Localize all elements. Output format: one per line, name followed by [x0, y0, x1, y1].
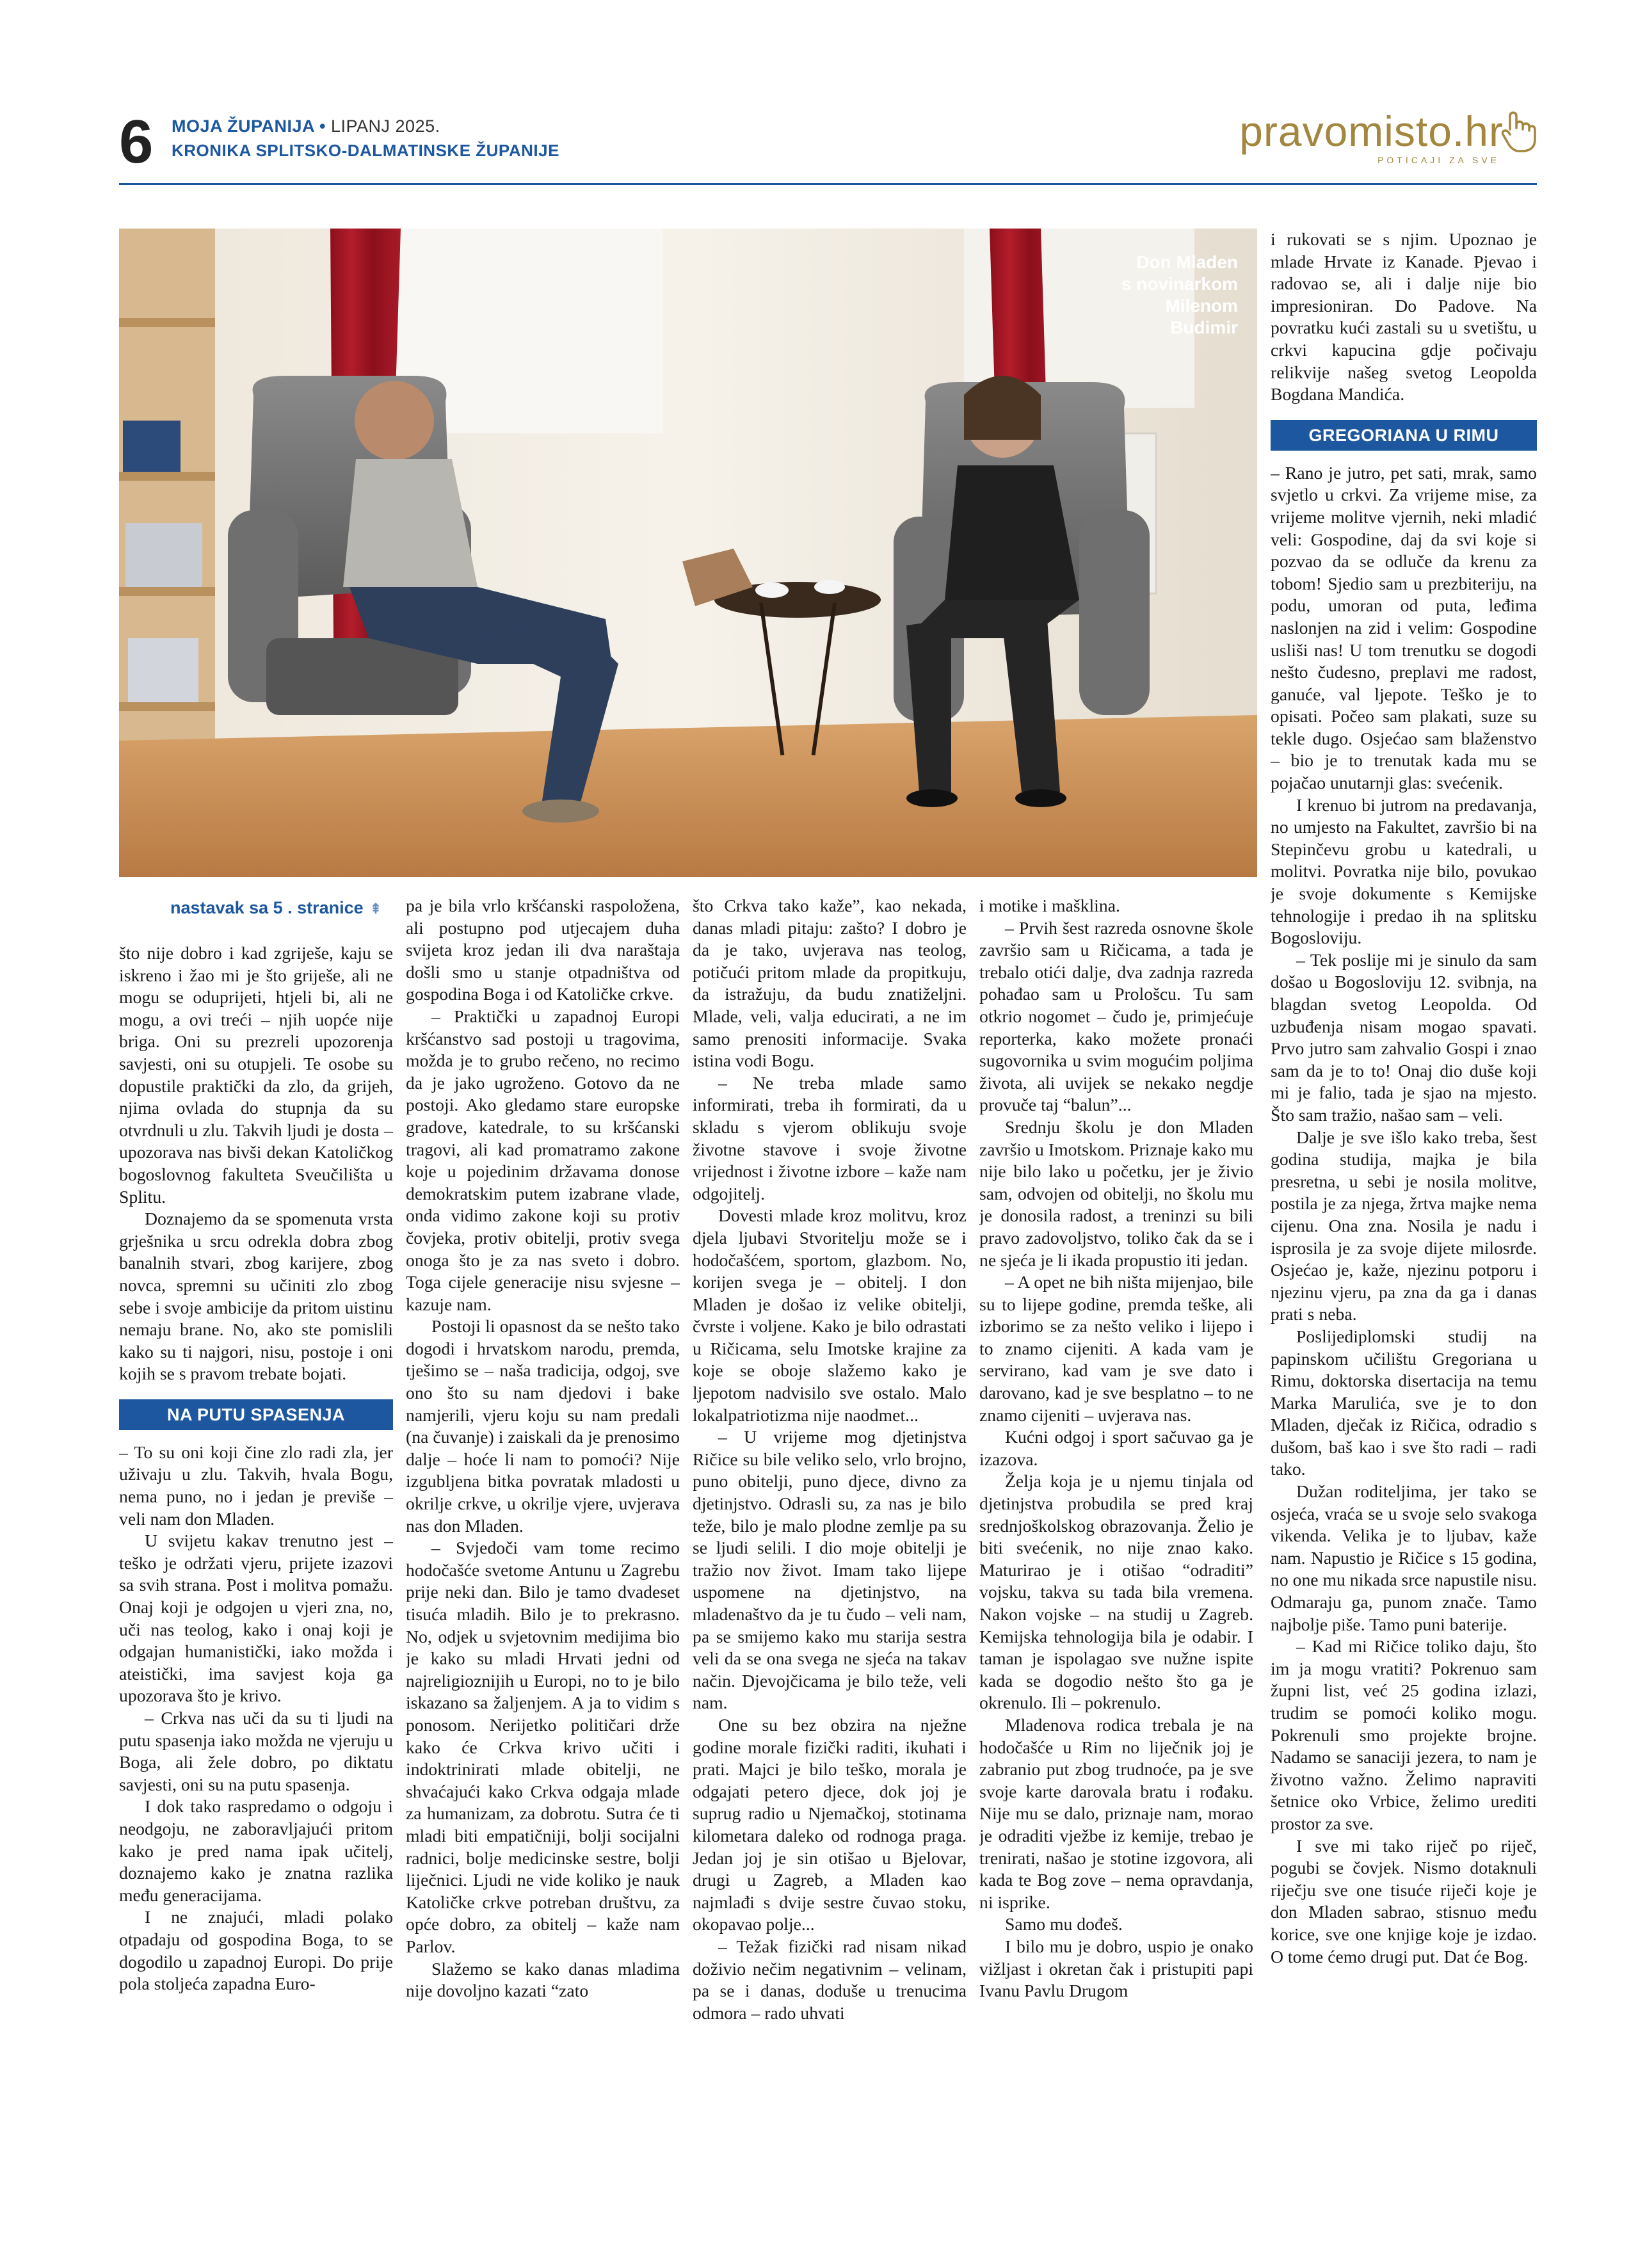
interview-photo-illustration [119, 229, 1257, 877]
paragraph: pa je bila vrlo kršćanski raspoložena, ali postupno pod utjecajem duha svijeta kroz jedan ili dva naraštaja došli smo u stanje otpadništva od gospodina Boga i od Katoličke crkve. [406, 896, 680, 1004]
paragraph: I sve mi tako riječ po riječ, pogubi se čovjek. Nismo dotaknuli riječju sve one tisuće riječi koje je don Mladen sabrao, stisnuo među korice, sve one knjige koje je izdao. O tome ćemo drugi put. Dat će Bog. [1271, 1835, 1537, 1966]
subhead-gregoriana-u-rimu: GREGORIANA U RIMU [1271, 420, 1537, 451]
paragraph: Dovesti mlade kroz molitvu, kroz djela ljubavi Stvoritelju može se i hodočašćem, sportom, glazbom. No, korijen svega je – obitelj. I don Mladen je došao iz velike obitelji, čvrste i voljene. Kako je bilo odrastati u Ričicama, selu Imotske krajine za koje se oboje slažemo kako je ljepotom nadvisilo sve ostalo. Malo lokalpatriotizma nije naodmet... [693, 1205, 967, 1425]
brand-tagline: POTICAJI ZA SVE [1377, 155, 1500, 165]
caption-line: Milenom [1165, 296, 1238, 316]
header-rule [119, 183, 1537, 185]
paragraph: One su bez obzira na nježne godine morale fizički raditi, ikuhati i prati. Majci je bilo teško, morala je odgajati petero djece, dok joj je suprug radio u Njemačkoj, stotinama kilometara daleko od rodnoga praga. Jedan joj je sin otišao u Bjelovar, drugi u Zagreb, a Mladen kao najmlađi s dvije sestre čuvao stoku, okopavao polje... [693, 1714, 967, 1934]
paragraph: Poslijediplomski studij na papinskom učilištu Gregoriana u Rimu, doktorska disertacija na temu Marka Marulića, sve je to don Mladen, dječak iz Ričica, odradio s dušom, baš kao i sve što radi – radi tako. [1271, 1326, 1537, 1479]
paragraph: Postoji li opasnost da se nešto tako dogodi i hrvatskom narodu, premda, tješimo se – naša tradicija, odgoj, sve ono što su nam djedovi i bake namjerili, vjeru koju su nam predali (na čuvanje) i zaiskali da je prenosimo dalje – hoće li nam to pomoći? Nije izgubljena bitka povratak mladosti u okrilje crkve, u okrilje vjere, uvjerava nas don Mladen. [406, 1316, 680, 1536]
photo-caption [1121, 252, 1238, 339]
caption-line: Don Mladen [1136, 252, 1238, 272]
paragraph: – Svjedoči vam tome recimo hodočašće svetome Antunu u Zagrebu prije neki dan. Bilo je tamo dvadeset tisuća mladih. Bilo je to prekrasno. No, odjek u svjetovnim medijima bio je kako su mladi Hrvati jedni od najreligioznijih u Europi, no to je bilo iskazano sa žaljenjem. A ja to vidim s ponosom. Nerijetko političari drže kako će Crkva krivo učiti i indoktrinirati mlade obitelji, ne shvaćajući kako Crkva odgaja mlade za humanizam, za dobrotu. Sutra će ti mladi biti empatičniji, bolji socijalni radnici, bolje medicinske sestre, bolji liječnici. Ljudi ne vide koliko je nauk Katoličke crkve potreban društvu, za opće dobro, za obitelj – kaže nam Parlov. [406, 1538, 680, 1956]
paragraph: U svijetu kakav trenutno jest – teško je održati vjeru, prijete izazovi sa svih strana. Post i molitva pomažu. Onaj koji je odgojen u vjeri zna, no, uči nas teolog, kako i onaj koji je odgajan humanistički, iako možda i ateistički, ima savjest koja ga upozorava što je krivo. [119, 1531, 393, 1706]
paragraph: – Rano je jutro, pet sati, mrak, samo svjetlo u crkvi. Za vrijeme mise, za vrijeme molitve vjernih, neki mladić veli: Gospodine, daj da svi koje si pozvao da se odluče da krenu za tobom! Sjedio sam u prezbiteriju, na podu, umoran od puta, leđima naslonjen na zid i velim: Gospodine usliši nas! U tom trenutku se dogodi nešto čudesno, preplavi me radost, ganuće, val ljepote. Teško je to opisati. Počeo sam plakati, suze su tekle dugo. Osjećao sam blaženstvo – bio je to trenutak kada mu se pojačao unutarnji glas: svećenik. [1271, 462, 1537, 793]
paragraph: I krenuo bi jutrom na predavanja, no umjesto na Fakultet, završio bi na Stepinčevu grobu u katedrali, u molitvi. Povratka nije bilo, povukao je svoje dokumente s Kemijske tehnologije i predao ih na splitsku Bogosloviju. [1271, 794, 1537, 948]
paragraph: Slažemo se kako danas mladima nije dovoljno kazati “zato [406, 1958, 680, 2001]
paragraph: – Tek poslije mi je sinulo da sam došao u Bogosloviju 12. svibnja, na blagdan svetog Leopolda. Od uzbuđenja nisam mogao spavati. Prvo jutro sam zahvalio Gospi i znao sam da je to to! Onaj dio duše koji mi je falio, tada je sjao na mjesto. Što sam tražio, našao sam – veli. [1271, 949, 1537, 1125]
paragraph: Doznajemo da se spomenuta vrsta grješnika u srcu odrekla dobra zbog banalnih stvari, zbog karijere, zbog novca, spremni su učiniti zlo zbog sebe i svoje ambicije da pritom uistinu nemaju brane. No, ako ste pomislili kako su ti najgori, nisu, postoje i oni kojih se s pravom trebate bojati. [119, 1209, 393, 1384]
section-name[interactable]: MOJA ŽUPANIJA [172, 117, 315, 136]
issue-date: LIPANJ 2025. [331, 117, 440, 136]
caption-line: s novinarkom [1121, 274, 1238, 294]
paragraph: Dalje je sve išlo kako treba, šest godina studija, majka je bila presretna, u sebi je nosila molitve, postila je za njega, žrtva majke nema cijenu. Ona zna. Nosila je nadu i isprosila je za svoje dijete milosrđe. Osjećao je, kaže, njezinu potporu i njezinu vjeru, pa zna da ga i danas prati s neba. [1271, 1127, 1537, 1324]
page-header [119, 108, 1537, 184]
paragraph: i rukovati se s njim. Upoznao je mlade Hrvate iz Kanade. Pjevao i radovao se, ali i dalje nije bio impresioniran. Do Padove. Na povratku kući zastali su u svetištu, u crkvi kapucina gdje počivaju relikvije našeg svetog Leopolda Bogdana Mandića. [1271, 229, 1537, 405]
paragraph: Srednju školu je don Mladen završio u Imotskom. Priznaje kako mu nije bilo lako u početku, jer je živio sam, odvojen od obitelji, no školu mu je donosila radost, a treninzi su bili pravo zadovoljstvo, toliko čak da se i ne sjeća je li ikada propustio iti jedan. [979, 1116, 1253, 1270]
continued-from[interactable] [119, 895, 393, 922]
paragraph: I bilo mu je dobro, uspio je onako vižljast i okretan čak i pristupiti papi Ivanu Pavlu Drugom [979, 1936, 1253, 2001]
section-subtitle: KRONIKA SPLITSKO-DALMATINSKE ŽUPANIJE [172, 141, 559, 160]
paragraph: – A opet ne bih ništa mijenjao, bile su to lijepe godine, premda teške, ali izborimo se za nešto veliko i lijepo i to znamo cijeniti. A kada vam je servirano, kad vam je sve dato i darovano, kad je sve besplatno – to ne znamo cijeniti – uvjerava nas. [979, 1272, 1253, 1425]
brand-name: pravomisto.hr [1239, 108, 1504, 155]
caption-line: Budimir [1170, 318, 1238, 337]
paragraph: – Praktički u zapadnoj Europi kršćanstvo sad postoji u tragovima, možda je to grubo rečeno, no recimo da je jako ugroženo. Gotovo da ne postoji. Ako gledamo stare europske gradove, katedrale, to su kršćanski tragovi, ali kad promatramo zakone koje u pojedinim državama donose demokratskim putem izabrane vlade, onda vidimo zakone koji su protiv čovjeka, protiv obitelji, protiv svega onoga što je za nas sveto i dobro. Toga cijele generacije nisu svjesne – kazuje nam. [406, 1006, 680, 1314]
article-column-3 [693, 895, 967, 2252]
paragraph: Želja koja je u njemu tinjala od djetinjstva probudila se pred kraj srednjoškolskog obrazovanja. Želio je biti svećenik, no nije znao kako. Maturirao je i otišao “odraditi” vojsku, takva su tada bila vremena. Nakon vojske – na studij u Zagreb. Kemijska tehnologija bila je odabir. I taman je ispolagao sve nužne ispite kada se dogodio nešto što ga je okrenulo. Ili – pokrenulo. [979, 1471, 1253, 1713]
paragraph: Mladenova rodica trebala je na hodočašće u Rim no liječnik joj je zabranio put zbog trudnoće, pa je sve svoje karte darovala bratu i rođaku. Nije mu se dalo, priznaje nam, morao je odraditi vježbe iz kemije, trebao je trenirati, našao je stotine izgovora, ali kada te Bog zove – nema opravdanja, ni isprike. [979, 1714, 1253, 1912]
paragraph: što nije dobro i kad zgriješe, kaju se iskreno i žao mi je što griješe, ali ne mogu se oduprijeti, htjeli bi, ali ne mogu, a ovi treći – njih uopće nije briga. Oni su prezreli upozorenja savjesti, oni su otupjeli. Te osobe su dopustile praktički da zlo, da grijeh, njima ovlada do stupnja da su otvrdnuli u zlu. Takvih ljudi je dosta – upozorava nas bivši dekan Katoličkog bogoslovnog fakulteta Sveučilišta u Splitu. [119, 943, 393, 1207]
paragraph: I ne znajući, mladi polako otpadaju od gospodina Boga, to se dogodilo u zapadnoj Europi. Do prije pola stoljeća zapadna Euro- [119, 1907, 393, 1994]
article-column-4 [979, 895, 1253, 2252]
subhead-na-putu-spasenja: NA PUTU SPASENJA [119, 1399, 393, 1430]
article-column-5 [1271, 229, 1537, 2252]
paragraph: I dok tako raspredamo o odgoju i neodgoju, ne zaboravljajući pritom kako je pred nama ipak učitelj, doznajemo kako je znatna razlika među generacijama. [119, 1796, 393, 1905]
paragraph: Samo mu dođeš. [1005, 1914, 1123, 1934]
paragraph: – To su oni koji čine zlo radi zla, jer uživaju u zlu. Takvih, hvala Bogu, nema puno, no i jedan je previše – veli nam don Mladen. [119, 1442, 393, 1529]
paragraph: Kućni odgoj i sport sačuvao ga je izazova. [979, 1427, 1253, 1469]
article-column-1 [119, 895, 393, 2252]
interview-photo [119, 229, 1257, 877]
paragraph: – Prvih šest razreda osnovne škole završio sam u Ričicama, a tada je trebalo otići dalje, dva zadnja razreda pohađao sam u Prološcu. Tu sam otkrio nogomet – čudo je, primjećuje reporterka, kako možete pronaći sugovornika u svim mogućim poljima života, ali uvijek se nekako negdje provuče taj “balun”... [979, 917, 1253, 1115]
page-number: 6 [119, 108, 154, 176]
paragraph: Dužan roditeljima, jer tako se osjeća, vraća se u svoje selo svakoga vikenda. Velika je to ljubav, kaže nam. Napustio je Ričice s 15 godina, no one mu nikada srce napustile nisu. Odmaraju ga, punom znače. Tamo najbolje piše. Tamo puni baterije. [1271, 1481, 1537, 1634]
pointing-hand-icon [1501, 111, 1537, 154]
paragraph: – Težak fizički rad nisam nikad doživio nečim negativnim – velinam, pa se i danas, doduše u trenucima odmora – rado uhvati [693, 1936, 967, 2023]
section-line [172, 118, 440, 135]
paragraph: – Ne treba mlade samo informirati, treba ih formirati, da u skladu s vjerom oblikuju svoje životne stavove i svoje životne vrijednost i životne izbore – kaže nam odgojitelj. [693, 1072, 967, 1203]
paragraph: što Crkva tako kaže”, kao nekada, danas mladi pitaju: zašto? I dobro je da je tako, uvjerava nas teolog, potičući pritom mlade da propitkuju, da istražuju, da budu znatiželjni. Mlade, veli, valja educirati, a ne im samo prenositi informacije. Svaka istina vodi Bogu. [693, 896, 967, 1071]
separator-dot: • [319, 117, 326, 136]
continue-arrow-icon: ⇞ [369, 901, 382, 917]
brand-logo[interactable] [1239, 108, 1537, 174]
article-column-2 [406, 895, 680, 2252]
paragraph: – Crkva nas uči da su ti ljudi na putu spasenja iako možda ne vjeruju u Boga, ali žele dobro, po diktatu savjesti, oni su na putu spasenja. [119, 1708, 393, 1794]
continued-from-label: nastavak sa 5 . stranice [170, 898, 364, 917]
paragraph: – Kad mi Ričice toliko daju, što im ja mogu vratiti? Pokrenuo sam župni list, već 25 godina izlazi, trudim se pomoći koliko mogu. Pokrenuli smo projekte brojne. Nadamo se sanaciji jezera, to nam je životno važno. Želimo napraviti šetnice oko Vrbice, želimo urediti prostor za sve. [1271, 1636, 1537, 1833]
paragraph: – U vrijeme mog djetinjstva Ričice su bile veliko selo, vrlo brojno, puno obitelji, puno djece, divno za djetinjstvo. Odrasli su, za nas je bilo teže, bilo je malo plodne zemlje pa su se ljudi selili. I dio moje obitelji je tražio nov život. Imam tako lijepe uspomene na djetinjstvo, na mladenaštvo da je tu čudo – veli nam, pa se smijemo kako mu starija sestra veli da se ona svega ne sjeća na takav način. Djevojčicama je bilo teže, veli nam. [693, 1427, 967, 1713]
paragraph: i motike i mašklina. [979, 896, 1120, 915]
